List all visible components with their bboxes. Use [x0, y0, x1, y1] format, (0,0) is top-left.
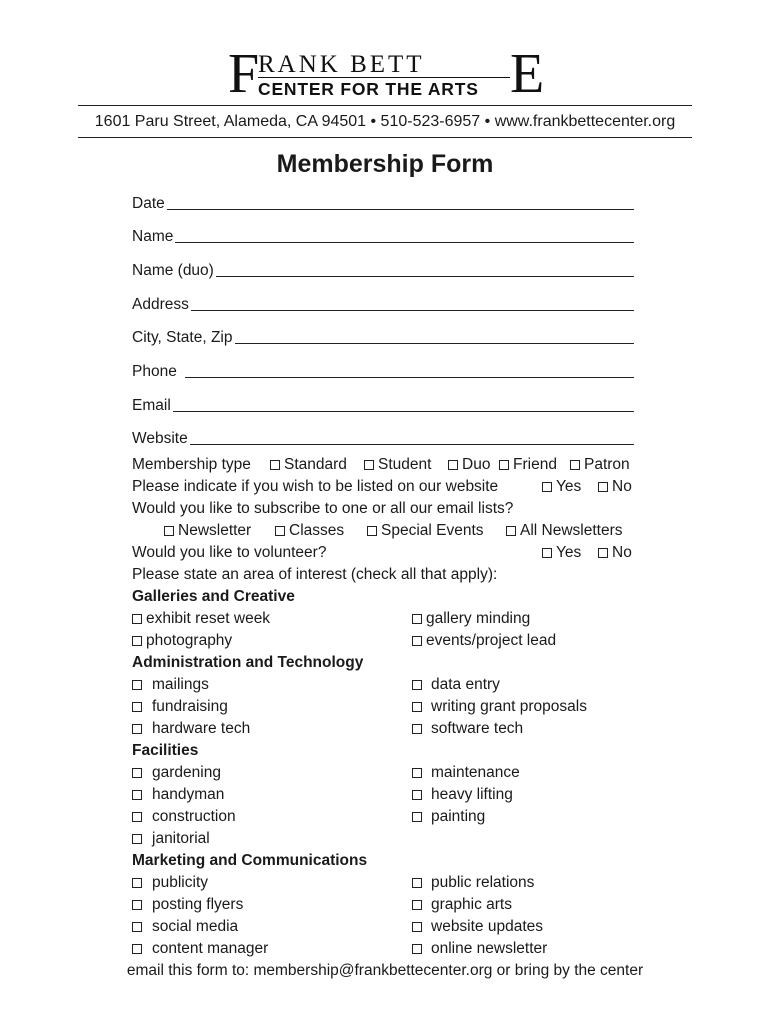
volunteer-question: Would you like to volunteer?	[132, 544, 327, 561]
name-label: Name	[132, 228, 174, 245]
checkbox-icon[interactable]	[598, 482, 608, 492]
volunteer-no-option[interactable]	[598, 543, 632, 563]
divider-top	[78, 105, 692, 106]
interest-option[interactable]	[412, 609, 530, 629]
student-label: Student	[378, 456, 432, 473]
interest-label: website updates	[431, 918, 544, 935]
footer-instructions: email this form to: membership@frankbettecenter.org or bring by the center	[126, 962, 644, 979]
interest-option[interactable]	[132, 829, 210, 849]
interest-label: maintenance	[431, 764, 520, 781]
website-field[interactable]	[132, 426, 634, 448]
interest-label: events/project lead	[426, 632, 557, 649]
phone-field[interactable]	[132, 359, 634, 381]
interest-option[interactable]	[412, 719, 523, 739]
checkbox-icon[interactable]	[412, 922, 422, 932]
membership-standard-option[interactable]	[270, 455, 347, 475]
listed-yes-option[interactable]	[542, 477, 581, 497]
checkbox-icon[interactable]	[132, 614, 142, 624]
city-state-zip-line[interactable]	[235, 343, 635, 344]
membership-type-label: Membership type	[132, 456, 251, 473]
name-duo-line[interactable]	[216, 276, 634, 277]
checkbox-icon[interactable]	[364, 460, 374, 470]
page-title: Membership Form	[276, 150, 494, 178]
address-label: Address	[132, 296, 189, 313]
interest-option[interactable]	[412, 785, 513, 805]
website-line[interactable]	[190, 444, 634, 445]
logo-name: RANK BETT	[258, 51, 425, 78]
yes-label: Yes	[556, 544, 582, 561]
interest-option[interactable]	[412, 917, 543, 937]
interest-label: hardware tech	[152, 720, 251, 737]
name-field[interactable]	[132, 224, 634, 246]
phone-label: Phone	[132, 363, 177, 380]
checkbox-icon[interactable]	[412, 790, 422, 800]
checkbox-icon[interactable]	[132, 900, 142, 910]
interest-option[interactable]	[132, 675, 209, 695]
interest-option[interactable]	[132, 719, 250, 739]
subscribe-question: Would you like to subscribe to one or all our email lists?	[132, 500, 514, 517]
interest-label: social media	[152, 918, 239, 935]
name-line[interactable]	[175, 242, 634, 243]
email-label: Email	[132, 397, 171, 414]
address-line: 1601 Paru Street, Alameda, CA 94501 • 510-523-6957 • www.frankbettecenter.org	[94, 113, 676, 130]
interest-label: public relations	[431, 874, 535, 891]
checkbox-icon[interactable]	[412, 680, 422, 690]
interest-option[interactable]	[132, 895, 243, 915]
interest-label: writing grant proposals	[431, 698, 587, 715]
checkbox-icon[interactable]	[132, 702, 142, 712]
checkbox-icon[interactable]	[132, 790, 142, 800]
membership-patron-option[interactable]	[570, 455, 630, 475]
logo-big-e: E	[510, 43, 545, 105]
section-title-facilities: Facilities	[132, 742, 199, 759]
checkbox-icon[interactable]	[132, 944, 142, 954]
interest-label: content manager	[152, 940, 269, 957]
date-field[interactable]	[132, 191, 634, 213]
no-label: No	[612, 478, 632, 495]
name-duo-field[interactable]	[132, 258, 634, 280]
membership-duo-option[interactable]	[448, 455, 490, 475]
classes-label: Classes	[289, 522, 345, 539]
checkbox-icon[interactable]	[448, 460, 458, 470]
section-title-marketing: Marketing and Communications	[132, 852, 368, 869]
checkbox-icon[interactable]	[499, 460, 509, 470]
checkbox-icon[interactable]	[412, 812, 422, 822]
checkbox-icon[interactable]	[412, 944, 422, 954]
checkbox-icon[interactable]	[506, 526, 516, 536]
checkbox-icon[interactable]	[542, 482, 552, 492]
email-line[interactable]	[173, 411, 634, 412]
listed-question: Please indicate if you wish to be listed on our website	[132, 478, 499, 495]
name-duo-label: Name (duo)	[132, 262, 214, 279]
interest-label: construction	[152, 808, 236, 825]
section-title-galleries: Galleries and Creative	[132, 588, 295, 605]
logo-subtitle: CENTER FOR THE ARTS	[258, 79, 479, 99]
checkbox-icon[interactable]	[412, 878, 422, 888]
checkbox-icon[interactable]	[412, 614, 422, 624]
interest-label: publicity	[152, 874, 208, 891]
checkbox-icon[interactable]	[275, 526, 285, 536]
checkbox-icon[interactable]	[132, 878, 142, 888]
list-classes-option[interactable]	[275, 521, 344, 541]
checkbox-icon[interactable]	[132, 812, 142, 822]
interest-label: software tech	[431, 720, 524, 737]
interest-option[interactable]	[412, 763, 520, 783]
special-events-label: Special Events	[381, 522, 484, 539]
interest-label: gallery minding	[426, 610, 531, 627]
interest-label: mailings	[152, 676, 209, 693]
date-line[interactable]	[167, 209, 634, 210]
interest-label: posting flyers	[152, 896, 244, 913]
newsletter-label: Newsletter	[178, 522, 252, 539]
interest-prompt: Please state an area of interest (check all that apply):	[132, 566, 498, 583]
city-state-zip-label: City, State, Zip	[132, 329, 233, 346]
checkbox-icon[interactable]	[412, 768, 422, 778]
section-title-admin: Administration and Technology	[132, 654, 364, 671]
checkbox-icon[interactable]	[412, 900, 422, 910]
checkbox-icon[interactable]	[132, 680, 142, 690]
interest-label: gardening	[152, 764, 221, 781]
checkbox-icon[interactable]	[132, 768, 142, 778]
interest-option[interactable]	[132, 807, 236, 827]
checkbox-icon[interactable]	[598, 548, 608, 558]
interest-label: online newsletter	[431, 940, 548, 957]
interest-option[interactable]	[412, 807, 485, 827]
volunteer-yes-option[interactable]	[542, 543, 581, 563]
list-newsletter-option[interactable]	[164, 521, 251, 541]
city-state-zip-field[interactable]	[132, 325, 634, 347]
interest-option[interactable]	[132, 939, 268, 959]
interest-option[interactable]	[132, 609, 270, 629]
interest-option[interactable]	[132, 763, 221, 783]
interest-label: heavy lifting	[431, 786, 513, 803]
address-field[interactable]	[132, 292, 634, 314]
checkbox-icon[interactable]	[412, 636, 422, 646]
checkbox-icon[interactable]	[132, 636, 142, 646]
interest-label: graphic arts	[431, 896, 512, 913]
interest-option[interactable]	[412, 631, 556, 651]
interest-label: data entry	[431, 676, 500, 693]
logo	[228, 43, 546, 105]
membership-student-option[interactable]	[364, 455, 431, 475]
interest-option[interactable]	[412, 939, 547, 959]
email-field[interactable]	[132, 393, 634, 415]
interest-label: handyman	[152, 786, 225, 803]
interest-label: fundraising	[152, 698, 228, 715]
interest-option[interactable]	[412, 873, 534, 893]
interest-option[interactable]	[132, 631, 232, 651]
interest-option[interactable]	[132, 873, 208, 893]
yes-label: Yes	[556, 478, 582, 495]
duo-label: Duo	[462, 456, 491, 473]
interest-label: painting	[431, 808, 486, 825]
checkbox-icon[interactable]	[132, 724, 142, 734]
patron-label: Patron	[584, 456, 630, 473]
all-newsletters-label: All Newsletters	[520, 522, 623, 539]
interest-label: exhibit reset week	[146, 610, 271, 627]
date-label: Date	[132, 195, 165, 212]
logo-rule	[258, 77, 510, 78]
logo-big-f: F	[228, 43, 260, 105]
checkbox-icon[interactable]	[132, 834, 142, 844]
checkbox-icon[interactable]	[164, 526, 174, 536]
checkbox-icon[interactable]	[542, 548, 552, 558]
checkbox-icon[interactable]	[412, 702, 422, 712]
interest-option[interactable]	[132, 697, 228, 717]
checkbox-icon[interactable]	[412, 724, 422, 734]
interest-option[interactable]	[412, 675, 500, 695]
checkbox-icon[interactable]	[132, 922, 142, 932]
no-label: No	[612, 544, 632, 561]
checkbox-icon[interactable]	[570, 460, 580, 470]
interest-option[interactable]	[132, 917, 238, 937]
interest-label: photography	[146, 632, 233, 649]
checkbox-icon[interactable]	[270, 460, 280, 470]
listed-no-option[interactable]	[598, 477, 632, 497]
divider-bottom	[78, 137, 692, 138]
interest-option[interactable]	[132, 785, 224, 805]
friend-label: Friend	[513, 456, 557, 473]
standard-label: Standard	[284, 456, 347, 473]
checkbox-icon[interactable]	[367, 526, 377, 536]
interest-option[interactable]	[412, 895, 512, 915]
website-label: Website	[132, 430, 188, 447]
list-all-newsletters-option[interactable]	[506, 521, 623, 541]
address-line-input[interactable]	[191, 310, 634, 311]
interest-option[interactable]	[412, 697, 587, 717]
membership-friend-option[interactable]	[499, 455, 557, 475]
list-special-events-option[interactable]	[367, 521, 484, 541]
phone-line[interactable]	[185, 377, 634, 378]
interest-label: janitorial	[152, 830, 210, 847]
